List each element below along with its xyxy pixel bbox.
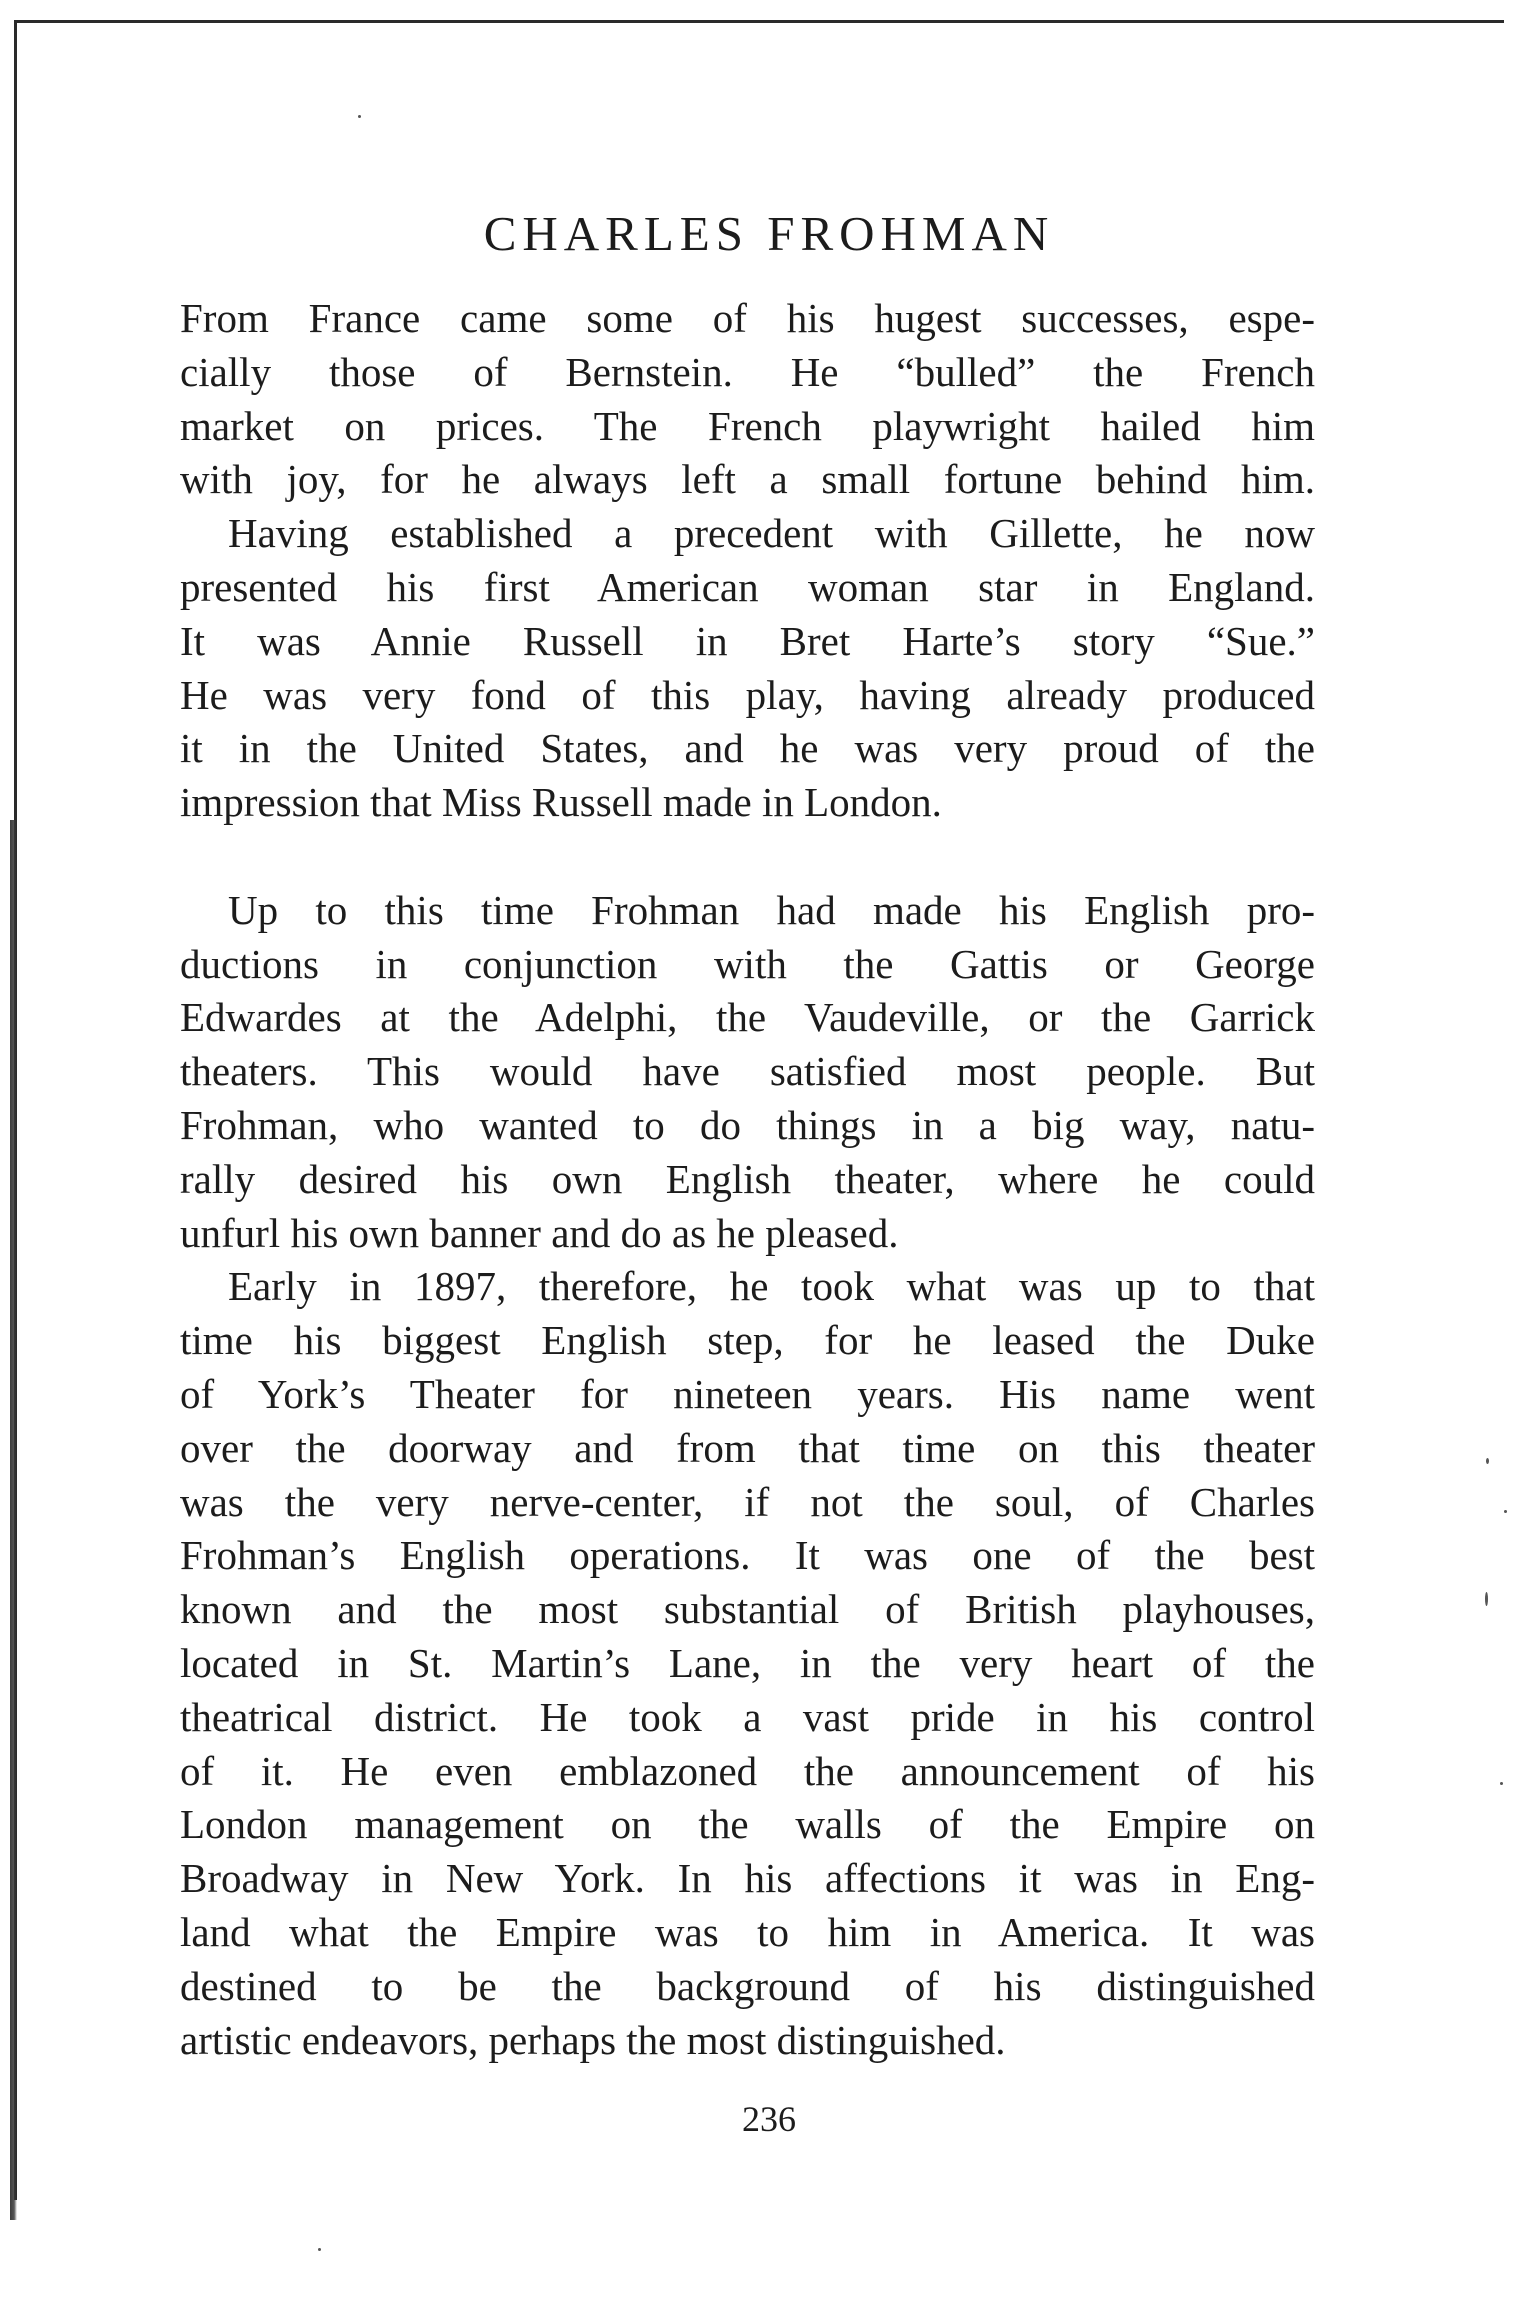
- paragraph-2: [180, 507, 1315, 830]
- scan-speck: [1486, 1458, 1489, 1464]
- page-number: 236: [742, 2099, 796, 2139]
- running-head: CHARLES FROHMAN: [483, 206, 1055, 261]
- text-line: Frohman’s English operations. It was one of the best: [180, 1532, 1315, 1579]
- text-line: He was very fond of this play, having already produced: [180, 671, 1315, 718]
- text-line: of it. He even emblazoned the announcement of his: [180, 1747, 1315, 1794]
- text-line: Broadway in New York. In his affections it was in Eng-: [180, 1855, 1315, 1902]
- text-line: Having established a precedent with Gillette, he now: [228, 510, 1315, 557]
- text-line: destined to be the background of his distinguished: [180, 1962, 1315, 2009]
- text-line: Up to this time Frohman had made his English pro-: [228, 886, 1315, 933]
- scan-speck: [358, 115, 361, 118]
- paragraph-1: [180, 292, 1315, 507]
- text-line: with joy, for he always left a small fortune behind him.: [180, 456, 1315, 503]
- page-border-top: [14, 20, 1504, 23]
- scan-speck: [1485, 1592, 1488, 1606]
- text-line: theatrical district. He took a vast pride in his control: [180, 1693, 1315, 1740]
- scan-speck: [1504, 1510, 1507, 1513]
- text-line: it in the United States, and he was very proud of the: [180, 725, 1315, 772]
- body-text: [180, 292, 1315, 2067]
- text-line: Edwardes at the Adelphi, the Vaudeville, or the Garrick: [180, 994, 1315, 1041]
- text-line: artistic endeavors, perhaps the most distinguished.: [180, 2016, 1006, 2063]
- section-break: [180, 830, 1315, 884]
- text-line: was the very nerve-center, if not the soul, of Charles: [180, 1478, 1315, 1525]
- paragraph-4: [180, 1260, 1315, 2067]
- text-line: rally desired his own English theater, where he could: [180, 1155, 1315, 1202]
- binding-edge-shadow: [10, 820, 17, 2220]
- scan-speck: [318, 2248, 321, 2251]
- paragraph-3: [180, 884, 1315, 1261]
- text-line: located in St. Martin’s Lane, in the very heart of the: [180, 1639, 1315, 1686]
- scan-speck: [1500, 1782, 1503, 1785]
- text-line: time his biggest English step, for he leased the Duke: [180, 1317, 1315, 1364]
- text-line: presented his first American woman star in England.: [180, 563, 1315, 610]
- text-line: Frohman, who wanted to do things in a big way, natu-: [180, 1101, 1315, 1148]
- text-line: over the doorway and from that time on this theater: [180, 1424, 1315, 1471]
- text-line: land what the Empire was to him in America. It was: [180, 1908, 1315, 1955]
- text-line: unfurl his own banner and do as he pleased.: [180, 1209, 899, 1256]
- text-line: ductions in conjunction with the Gattis or George: [180, 940, 1315, 987]
- text-line: of York’s Theater for nineteen years. His name went: [180, 1370, 1315, 1417]
- text-line: London management on the walls of the Empire on: [180, 1801, 1315, 1848]
- text-line: It was Annie Russell in Bret Harte’s story “Sue.”: [180, 617, 1315, 664]
- text-line: From France came some of his hugest successes, espe-: [180, 295, 1315, 341]
- text-line: known and the most substantial of British playhouses,: [180, 1586, 1315, 1633]
- text-line: cially those of Bernstein. He “bulled” the French: [180, 348, 1315, 395]
- text-line: Early in 1897, therefore, he took what was up to that: [228, 1263, 1315, 1310]
- text-line: market on prices. The French playwright hailed him: [180, 402, 1315, 449]
- text-line: impression that Miss Russell made in London.: [180, 779, 942, 826]
- text-line: theaters. This would have satisfied most people. But: [180, 1048, 1315, 1095]
